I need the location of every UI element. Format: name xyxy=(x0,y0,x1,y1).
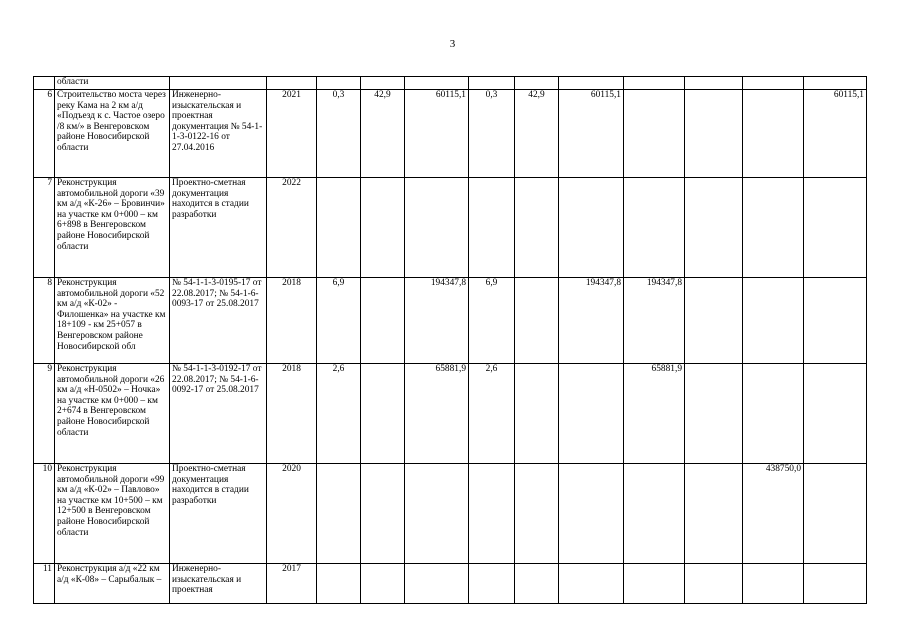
cell-value-col-7: 194347,8 xyxy=(624,278,685,364)
cell-value-col-9 xyxy=(743,364,804,464)
table-body xyxy=(34,77,867,604)
cell-year xyxy=(267,77,317,90)
cell-documentation: Инженерно-изыскательская и проектная документация № 54-1-1-3-0122-16 от 27.04.2016 xyxy=(170,90,267,178)
cell-documentation: Проектно-сметная документация находится в стадии разработки xyxy=(170,464,267,564)
cell-year: 2020 xyxy=(267,464,317,564)
cell-value-col-7 xyxy=(624,178,685,278)
cell-value-col-7 xyxy=(624,90,685,178)
cell-value-col-6: 194347,8 xyxy=(559,278,624,364)
cell-object-name: Реконструкция автомобильной дороги «52 км а/д «К-02» - Филошенка» на участке км 18+109 - км 25+057 в Венгеровском районе Новосибирской обл xyxy=(55,278,170,364)
cell-object-name: области xyxy=(55,77,170,90)
cell-year: 2022 xyxy=(267,178,317,278)
cell-value-col-2 xyxy=(361,564,405,604)
cell-row-number: 6 xyxy=(34,90,55,178)
cell-value-col-5 xyxy=(515,564,559,604)
cell-value-col-4: 0,3 xyxy=(469,90,515,178)
cell-value-col-2 xyxy=(361,178,405,278)
table-row xyxy=(34,564,867,604)
cell-value-col-10 xyxy=(804,564,867,604)
cell-value-col-1: 6,9 xyxy=(317,278,361,364)
cell-value-col-8 xyxy=(685,90,743,178)
cell-documentation: № 54-1-1-3-0195-17 от 22.08.2017; № 54-1-6-0093-17 от 25.08.2017 xyxy=(170,278,267,364)
cell-value-col-6 xyxy=(559,77,624,90)
cell-value-col-6 xyxy=(559,464,624,564)
cell-year: 2021 xyxy=(267,90,317,178)
cell-value-col-4 xyxy=(469,178,515,278)
cell-value-col-1 xyxy=(317,77,361,90)
cell-value-col-10 xyxy=(804,364,867,464)
cell-object-name: Реконструкция автомобильной дороги «39 км а/д «К-26» – Бровинчи» на участке км 0+000 – км 6+898 в Венгеровском районе Новосибирской области xyxy=(55,178,170,278)
cell-value-col-8 xyxy=(685,564,743,604)
cell-value-col-7 xyxy=(624,464,685,564)
cell-value-col-3 xyxy=(405,564,469,604)
data-table xyxy=(33,76,867,604)
cell-value-col-5 xyxy=(515,77,559,90)
cell-value-col-9 xyxy=(743,278,804,364)
cell-row-number: 10 xyxy=(34,464,55,564)
cell-row-number: 7 xyxy=(34,178,55,278)
cell-documentation: Инженерно-изыскательская и проектная xyxy=(170,564,267,604)
table-row xyxy=(34,464,867,564)
cell-value-col-2: 42,9 xyxy=(361,90,405,178)
cell-value-col-4: 6,9 xyxy=(469,278,515,364)
cell-value-col-5 xyxy=(515,464,559,564)
table-row xyxy=(34,364,867,464)
cell-value-col-9 xyxy=(743,178,804,278)
cell-value-col-6 xyxy=(559,178,624,278)
cell-value-col-8 xyxy=(685,364,743,464)
cell-value-col-5 xyxy=(515,178,559,278)
cell-value-col-7 xyxy=(624,77,685,90)
cell-value-col-9 xyxy=(743,564,804,604)
table-row xyxy=(34,278,867,364)
cell-value-col-3 xyxy=(405,77,469,90)
cell-value-col-9 xyxy=(743,90,804,178)
cell-value-col-10 xyxy=(804,278,867,364)
cell-value-col-3 xyxy=(405,178,469,278)
cell-value-col-2 xyxy=(361,278,405,364)
cell-row-number: 11 xyxy=(34,564,55,604)
cell-object-name: Реконструкция а/д «22 км а/д «К-08» – Сарыбалык – xyxy=(55,564,170,604)
cell-value-col-2 xyxy=(361,77,405,90)
cell-value-col-3 xyxy=(405,464,469,564)
cell-value-col-1 xyxy=(317,178,361,278)
cell-value-col-9: 438750,0 xyxy=(743,464,804,564)
cell-value-col-9 xyxy=(743,77,804,90)
cell-value-col-10 xyxy=(804,178,867,278)
cell-row-number: 8 xyxy=(34,278,55,364)
cell-documentation: Проектно-сметная документация находится в стадии разработки xyxy=(170,178,267,278)
cell-value-col-4 xyxy=(469,564,515,604)
table-row xyxy=(34,178,867,278)
cell-value-col-5 xyxy=(515,278,559,364)
cell-value-col-3: 194347,8 xyxy=(405,278,469,364)
cell-value-col-2 xyxy=(361,464,405,564)
cell-value-col-8 xyxy=(685,464,743,564)
cell-value-col-10: 60115,1 xyxy=(804,90,867,178)
cell-value-col-1: 2,6 xyxy=(317,364,361,464)
cell-value-col-1: 0,3 xyxy=(317,90,361,178)
cell-value-col-2 xyxy=(361,364,405,464)
cell-object-name: Реконструкция автомобильной дороги «99 км а/д «К-02» – Павлово» на участке км 10+500 – км 12+500 в Венгеровском районе Новосибирской области xyxy=(55,464,170,564)
cell-documentation xyxy=(170,77,267,90)
cell-value-col-7: 65881,9 xyxy=(624,364,685,464)
cell-value-col-1 xyxy=(317,464,361,564)
cell-value-col-8 xyxy=(685,278,743,364)
cell-value-col-8 xyxy=(685,77,743,90)
cell-value-col-3: 65881,9 xyxy=(405,364,469,464)
cell-value-col-5: 42,9 xyxy=(515,90,559,178)
cell-row-number: 9 xyxy=(34,364,55,464)
cell-value-col-6 xyxy=(559,364,624,464)
cell-value-col-4 xyxy=(469,464,515,564)
cell-object-name: Реконструкция автомобильной дороги «26 км а/д «Н-0502» – Ночка» на участке км 0+000 – км 2+674 в Венгеровском районе Новосибирской области xyxy=(55,364,170,464)
cell-value-col-4 xyxy=(469,77,515,90)
cell-object-name: Строительство моста через реку Кама на 2 км а/д «Подъезд к с. Частое озеро /8 км/» в Венгеровском районе Новосибирской области xyxy=(55,90,170,178)
cell-value-col-1 xyxy=(317,564,361,604)
cell-value-col-4: 2,6 xyxy=(469,364,515,464)
cell-value-col-6: 60115,1 xyxy=(559,90,624,178)
cell-value-col-10 xyxy=(804,464,867,564)
cell-value-col-3: 60115,1 xyxy=(405,90,469,178)
cell-value-col-7 xyxy=(624,564,685,604)
cell-documentation: № 54-1-1-3-0192-17 от 22.08.2017; № 54-1-6-0092-17 от 25.08.2017 xyxy=(170,364,267,464)
cell-year: 2018 xyxy=(267,278,317,364)
page-number: 3 xyxy=(449,38,456,50)
table-row xyxy=(34,77,867,90)
cell-value-col-6 xyxy=(559,564,624,604)
cell-year: 2018 xyxy=(267,364,317,464)
cell-value-col-10 xyxy=(804,77,867,90)
cell-row-number xyxy=(34,77,55,90)
cell-value-col-8 xyxy=(685,178,743,278)
cell-value-col-5 xyxy=(515,364,559,464)
cell-year: 2017 xyxy=(267,564,317,604)
table-row xyxy=(34,90,867,178)
